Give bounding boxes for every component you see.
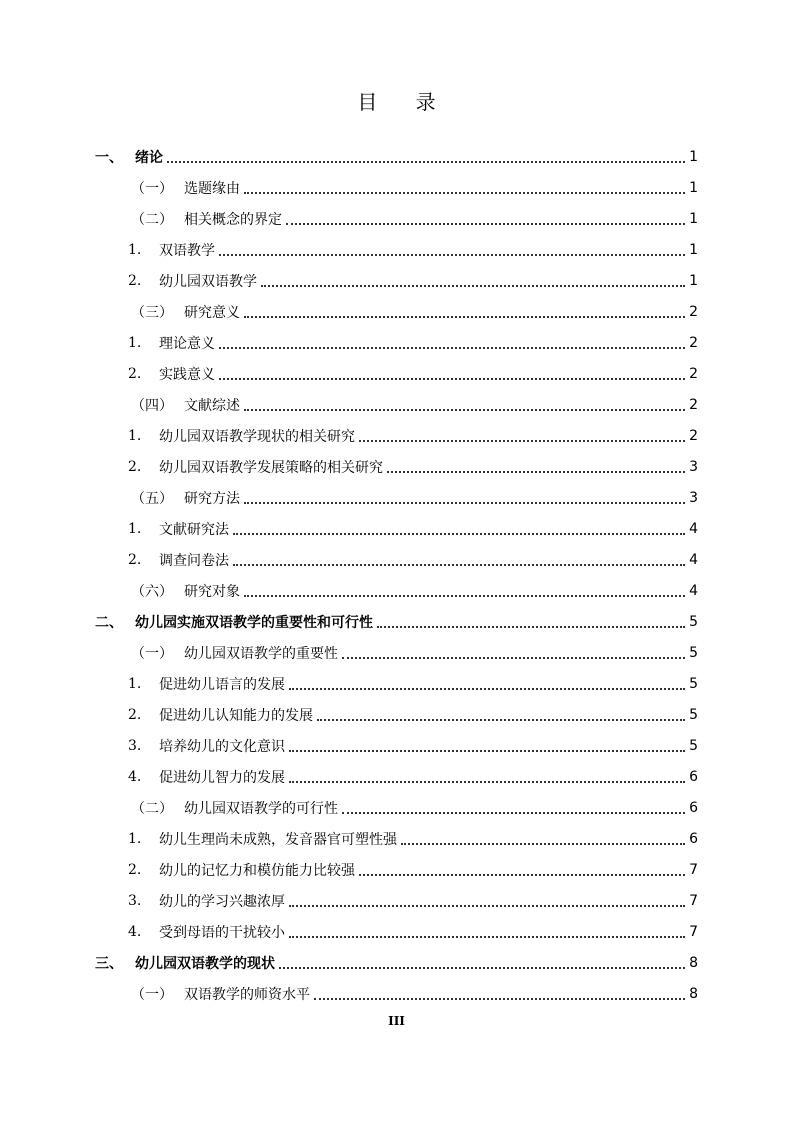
toc-entry-title: 研究意义 (184, 304, 240, 321)
toc-entry-page: 6 (689, 799, 698, 816)
toc-entry-number: 2. (128, 365, 142, 382)
toc-entry-page: 1 (689, 148, 698, 165)
toc-entry-title: 幼儿的学习兴趣浓厚 (159, 893, 285, 910)
toc-entry-title: 促进幼儿语言的发展 (159, 676, 285, 693)
toc-entry-number: 3. (128, 892, 142, 909)
toc-entry[interactable] (95, 668, 698, 699)
toc-entry-page: 2 (689, 396, 698, 413)
toc-entry-number: （二） (131, 211, 173, 228)
dot-leader (279, 953, 685, 969)
toc-entry-title: 幼儿园双语教学的现状 (135, 955, 275, 972)
toc-entry[interactable] (95, 389, 698, 420)
toc-entry[interactable] (95, 854, 698, 885)
toc-entry-title: 绪论 (135, 149, 163, 166)
dot-leader (359, 426, 685, 442)
toc-entry-page: 6 (689, 768, 698, 785)
toc-entry-title: 实践意义 (159, 366, 215, 383)
toc-entry-title: 双语教学的师资水平 (184, 986, 310, 1003)
toc-entry-title: 培养幼儿的文化意识 (159, 738, 285, 755)
toc-entry[interactable] (95, 265, 698, 296)
toc-entry-page: 7 (689, 861, 698, 878)
toc-entry[interactable] (95, 451, 698, 482)
toc-entry-number: 1. (128, 334, 142, 351)
dot-leader (314, 984, 685, 1000)
toc-entry[interactable] (95, 172, 698, 203)
toc-entry[interactable] (95, 606, 698, 637)
dot-leader (286, 209, 685, 225)
toc-entry-title: 研究对象 (184, 583, 240, 600)
dot-leader (342, 643, 685, 659)
toc-entry-title: 文献研究法 (159, 521, 229, 538)
dot-leader (289, 891, 685, 907)
dot-leader (387, 457, 685, 473)
toc-entry[interactable] (95, 916, 698, 947)
dot-leader (244, 395, 685, 411)
table-of-contents (95, 141, 698, 1009)
dot-leader (244, 581, 685, 597)
toc-entry-title: 促进幼儿智力的发展 (159, 769, 285, 786)
toc-entry-page: 4 (689, 520, 698, 537)
toc-entry-page: 1 (689, 272, 698, 289)
toc-entry-title: 幼儿生理尚未成熟，发音器官可塑性强 (159, 831, 397, 848)
toc-entry-page: 1 (689, 179, 698, 196)
dot-leader (359, 860, 685, 876)
toc-entry-title: 幼儿园实施双语教学的重要性和可行性 (135, 614, 373, 631)
toc-entry-page: 4 (689, 582, 698, 599)
toc-entry-number: 1. (128, 520, 142, 537)
toc-entry[interactable] (95, 792, 698, 823)
toc-entry-page: 6 (689, 830, 698, 847)
toc-entry-page: 3 (689, 489, 698, 506)
toc-entry-number: 三、 (95, 955, 123, 972)
dot-leader (233, 519, 685, 535)
toc-entry-number: 一、 (95, 149, 123, 166)
toc-entry-title: 调查问卷法 (159, 552, 229, 569)
toc-entry-title: 幼儿园双语教学 (159, 273, 257, 290)
toc-entry-number: 1. (128, 241, 142, 258)
dot-leader (167, 147, 685, 163)
toc-entry-title: 选题缘由 (184, 180, 240, 197)
toc-title: 目 录 (357, 90, 452, 114)
toc-entry-page: 5 (689, 706, 698, 723)
toc-entry-page: 2 (689, 303, 698, 320)
dot-leader (289, 674, 685, 690)
toc-entry-title: 幼儿园双语教学的可行性 (184, 800, 338, 817)
toc-entry-number: 2. (128, 706, 142, 723)
toc-entry[interactable] (95, 327, 698, 358)
toc-entry-page: 8 (689, 985, 698, 1002)
dot-leader (233, 550, 685, 566)
toc-entry-number: （五） (131, 490, 173, 507)
dot-leader (244, 488, 685, 504)
toc-entry-title: 理论意义 (159, 335, 215, 352)
toc-entry-number: 4. (128, 923, 142, 940)
toc-entry[interactable] (95, 513, 698, 544)
toc-entry-page: 4 (689, 551, 698, 568)
toc-entry-number: 1. (128, 830, 142, 847)
toc-entry-number: （三） (131, 304, 173, 321)
dot-leader (244, 302, 685, 318)
toc-entry-title: 幼儿园双语教学现状的相关研究 (159, 428, 355, 445)
toc-entry[interactable] (95, 544, 698, 575)
toc-entry-page: 5 (689, 675, 698, 692)
toc-entry-number: 2. (128, 861, 142, 878)
toc-entry-number: 3. (128, 737, 142, 754)
toc-entry[interactable] (95, 575, 698, 606)
toc-entry[interactable] (95, 296, 698, 327)
toc-entry[interactable] (95, 420, 698, 451)
dot-leader (342, 798, 685, 814)
toc-entry-number: （一） (131, 645, 173, 662)
toc-entry[interactable] (95, 699, 698, 730)
dot-leader (219, 240, 685, 256)
toc-entry-number: 2. (128, 551, 142, 568)
toc-entry-page: 2 (689, 334, 698, 351)
dot-leader (401, 829, 685, 845)
toc-entry-title: 相关概念的界定 (184, 211, 282, 228)
toc-entry-page: 7 (689, 892, 698, 909)
toc-entry-page: 1 (689, 210, 698, 227)
toc-entry-title: 幼儿园双语教学的重要性 (184, 645, 338, 662)
toc-entry[interactable] (95, 141, 698, 172)
dot-leader (219, 333, 685, 349)
dot-leader (244, 178, 685, 194)
toc-entry-title: 文献综述 (184, 397, 240, 414)
dot-leader (289, 736, 685, 752)
toc-entry-title: 受到母语的干扰较小 (159, 924, 285, 941)
toc-entry-page: 8 (689, 954, 698, 971)
dot-leader (377, 612, 685, 628)
toc-entry-page: 7 (689, 923, 698, 940)
toc-entry-number: （一） (131, 986, 173, 1003)
toc-entry[interactable] (95, 482, 698, 513)
toc-entry-number: 2. (128, 458, 142, 475)
toc-entry[interactable] (95, 637, 698, 668)
page-footer-number: III (388, 1014, 405, 1028)
toc-entry-number: （二） (131, 800, 173, 817)
toc-entry-page: 1 (689, 241, 698, 258)
toc-entry-number: 二、 (95, 614, 123, 631)
toc-entry-number: 2. (128, 272, 142, 289)
toc-entry[interactable] (95, 947, 698, 978)
toc-entry[interactable] (95, 730, 698, 761)
toc-entry-number: （四） (131, 397, 173, 414)
toc-entry-page: 5 (689, 644, 698, 661)
toc-entry[interactable] (95, 978, 698, 1009)
toc-entry-page: 2 (689, 427, 698, 444)
dot-leader (261, 271, 685, 287)
toc-entry[interactable] (95, 761, 698, 792)
toc-entry-title: 幼儿的记忆力和模仿能力比较强 (159, 862, 355, 879)
toc-entry-page: 2 (689, 365, 698, 382)
toc-entry[interactable] (95, 885, 698, 916)
toc-entry-number: （六） (131, 583, 173, 600)
toc-entry-number: 1. (128, 427, 142, 444)
toc-entry-page: 3 (689, 458, 698, 475)
toc-entry-title: 双语教学 (159, 242, 215, 259)
dot-leader (289, 767, 685, 783)
dot-leader (289, 922, 685, 938)
toc-entry-number: （一） (131, 180, 173, 197)
toc-entry-page: 5 (689, 613, 698, 630)
dot-leader (317, 705, 685, 721)
toc-entry[interactable] (95, 823, 698, 854)
toc-entry-number: 1. (128, 675, 142, 692)
toc-entry[interactable] (95, 358, 698, 389)
toc-entry-number: 4. (128, 768, 142, 785)
toc-entry-title: 幼儿园双语教学发展策略的相关研究 (159, 459, 383, 476)
toc-entry-page: 5 (689, 737, 698, 754)
toc-entry-title: 研究方法 (184, 490, 240, 507)
toc-entry[interactable] (95, 234, 698, 265)
toc-entry[interactable] (95, 203, 698, 234)
toc-entry-title: 促进幼儿认知能力的发展 (159, 707, 313, 724)
dot-leader (219, 364, 685, 380)
